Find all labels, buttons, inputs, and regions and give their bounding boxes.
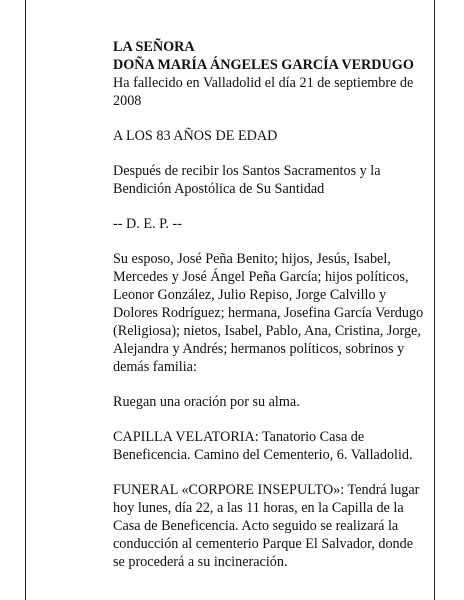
- funeral-info: FUNERAL «CORPORE INSEPULTO»: Tendrá lugar hoy lunes, día 22, a las 11 horas, en la Capilla de la Casa de Beneficencia. Acto seguido se realizará la conducción al cementerio Parque El Salvador, donde se procederá a su incineración.: [113, 482, 420, 570]
- sacraments-statement: Después de recibir los Santos Sacramentos y la Bendición Apostólica de Su Santidad: [113, 163, 381, 197]
- chapel-info: CAPILLA VELATORIA: Tanatorio Casa de Beneficencia. Camino del Cementerio, 6. Valladolid.: [113, 429, 413, 463]
- family-list: Su esposo, José Peña Benito; hijos, Jesús, Isabel, Mercedes y José Ángel Peña García; hijos políticos, Leonor González, Julio Repiso, Jorge Calvillo y Dolores Rodríguez; hermana, Josefina García Verdugo (Religiosa); nietos, Isabel, Pablo, Ana, Cristina, Jorge, Alejandra y Andrés; hermanos políticos, sobrinos y demás familia:: [113, 251, 424, 375]
- rip-line: -- D. E. P. --: [113, 216, 182, 232]
- age-statement: A LOS 83 AÑOS DE EDAD: [113, 128, 278, 144]
- notice-title-line-1: LA SEÑORA: [113, 39, 195, 55]
- death-statement: Ha fallecido en Valladolid el día 21 de septiembre de 2008: [113, 75, 414, 109]
- obituary-notice: [113, 38, 425, 588]
- prayer-request: Ruegan una oración por su alma.: [113, 394, 300, 410]
- notice-title-name: DOÑA MARÍA ÁNGELES GARCÍA VERDUGO: [113, 57, 414, 73]
